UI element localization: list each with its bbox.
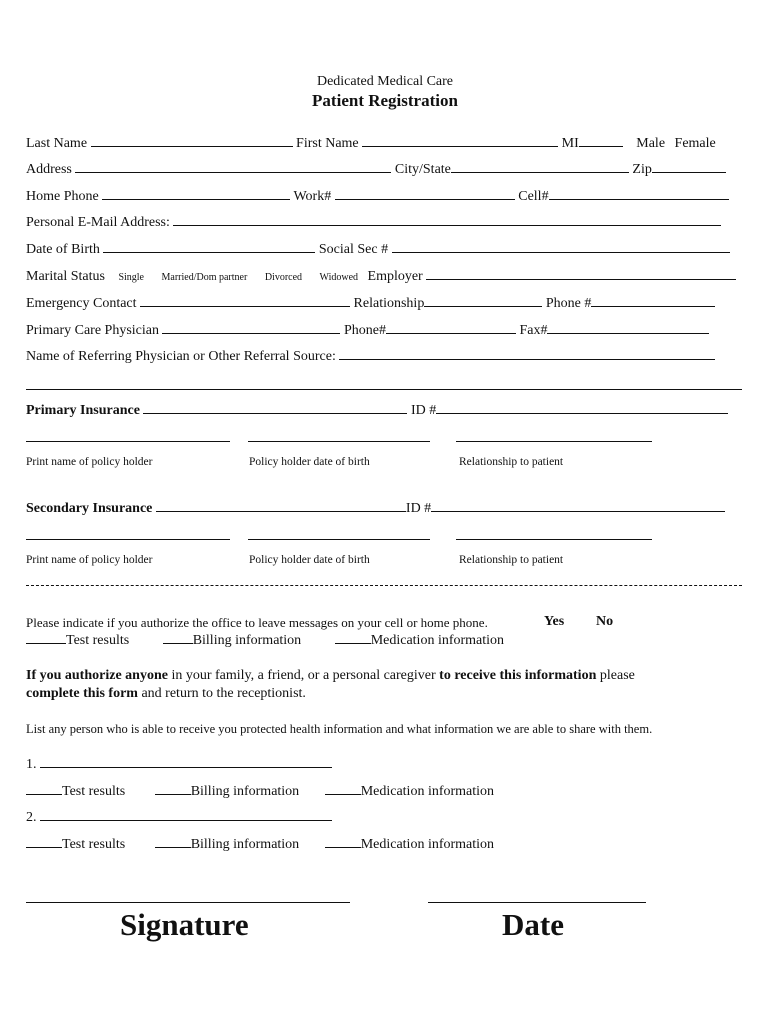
fax-label: Fax# (519, 323, 548, 338)
employer-field[interactable] (426, 268, 736, 280)
referring-field-line2[interactable] (26, 389, 742, 390)
email-field[interactable] (173, 214, 721, 226)
secondary-id-field[interactable] (431, 500, 725, 512)
page-title: Patient Registration (312, 91, 458, 110)
secondary-holder-name-caption: Print name of policy holder (26, 554, 153, 566)
primary-holder-name-caption: Print name of policy holder (26, 456, 153, 468)
primary-holder-dob-caption: Policy holder date of birth (249, 456, 370, 468)
phone-label: Phone # (545, 296, 592, 311)
primary-insurance-row (26, 402, 728, 419)
medication-check[interactable] (335, 632, 371, 644)
home-phone-field[interactable] (102, 188, 290, 200)
pcp-field[interactable] (162, 322, 340, 334)
primary-insurance-label: Primary Insurance (26, 403, 140, 418)
relationship-field[interactable] (424, 295, 542, 307)
primary-id-field[interactable] (436, 402, 728, 414)
email-label: Personal E-Mail Address: (26, 215, 170, 230)
person-1-row (26, 756, 332, 773)
relationship-label: Relationship (353, 296, 425, 311)
authorize-question: Please indicate if you authorize the office to leave messages on your cell or home phone. (26, 615, 488, 630)
person-2-medication-check[interactable] (325, 836, 361, 848)
section-divider (26, 585, 742, 586)
work-field[interactable] (335, 188, 515, 200)
pcp-row (26, 322, 709, 339)
pcp-phone-label: Phone# (343, 323, 386, 338)
para-bold-1: If you authorize anyone (26, 668, 168, 683)
para-bold-3: complete this form (26, 686, 138, 701)
secondary-holder-dob-caption: Policy holder date of birth (249, 554, 370, 566)
zip-field[interactable] (652, 161, 726, 173)
authorize-paragraph-line2 (26, 686, 306, 702)
primary-holder-dob-field[interactable] (248, 441, 430, 442)
first-name-label: First Name (296, 136, 359, 151)
referring-field[interactable] (339, 348, 715, 360)
cell-label: Cell# (518, 189, 549, 204)
email-row (26, 214, 721, 231)
para-text-1: in your family, a friend, or a personal caregiver (167, 668, 440, 683)
yes-option[interactable]: Yes (544, 614, 565, 629)
person-1-test-check[interactable] (26, 783, 62, 795)
dob-field[interactable] (103, 241, 315, 253)
secondary-holder-name-field[interactable] (26, 539, 230, 540)
city-state-label: City/State (394, 162, 451, 177)
date-field[interactable] (428, 902, 646, 903)
address-label: Address (26, 162, 72, 177)
referring-row (26, 348, 715, 365)
address-row (26, 161, 726, 178)
primary-holder-name-field[interactable] (26, 441, 230, 442)
secondary-insurance-field[interactable] (156, 500, 406, 512)
person-2-billing-label: Billing information (190, 837, 300, 852)
last-name-label: Last Name (26, 136, 88, 151)
marital-widowed[interactable]: Widowed (319, 272, 359, 283)
person-1-options (26, 783, 494, 800)
list-instruction: List any person who is able to receive you protected health information and what information we are able to share with them. (26, 722, 653, 736)
primary-relationship-field[interactable] (456, 441, 652, 442)
first-name-field[interactable] (362, 135, 558, 147)
person-2-medication-label: Medication information (360, 837, 495, 852)
signature-label: Signature (120, 907, 249, 942)
emergency-contact-field[interactable] (140, 295, 350, 307)
last-name-field[interactable] (91, 135, 293, 147)
org-name: Dedicated Medical Care (316, 74, 454, 89)
address-field[interactable] (75, 161, 391, 173)
secondary-relationship-field[interactable] (456, 539, 652, 540)
phone-row (26, 188, 729, 205)
date-label: Date (502, 907, 564, 942)
emergency-phone-field[interactable] (591, 295, 715, 307)
person-1-medication-check[interactable] (325, 783, 361, 795)
marital-single[interactable]: Single (118, 272, 144, 283)
billing-label: Billing information (192, 633, 302, 648)
marital-married[interactable]: Married/Dom partner (161, 272, 248, 283)
name-row (26, 135, 716, 152)
home-phone-label: Home Phone (26, 189, 99, 204)
person-1-billing-check[interactable] (155, 783, 191, 795)
mi-field[interactable] (579, 135, 623, 147)
secondary-insurance-row (26, 500, 725, 517)
female-option[interactable]: Female (674, 136, 716, 151)
emergency-contact-label: Emergency Contact (26, 296, 137, 311)
ssn-label: Social Sec # (318, 242, 389, 257)
secondary-relationship-caption: Relationship to patient (459, 554, 564, 566)
mi-label: MI (561, 136, 579, 151)
person-1-medication-label: Medication information (360, 784, 495, 799)
marital-status-label: Marital Status (26, 269, 105, 284)
cell-field[interactable] (549, 188, 729, 200)
referring-label: Name of Referring Physician or Other Referral Source: (26, 349, 336, 364)
person-2-test-check[interactable] (26, 836, 62, 848)
zip-label: Zip (632, 162, 652, 177)
dob-label: Date of Birth (26, 242, 100, 257)
secondary-holder-dob-field[interactable] (248, 539, 430, 540)
secondary-id-label: ID # (405, 501, 432, 516)
emergency-row (26, 295, 715, 312)
person-1-test-label: Test results (62, 784, 126, 799)
para-text-3: and return to the receptionist. (137, 686, 306, 701)
person-1-number: 1. (26, 757, 37, 772)
dob-row (26, 241, 730, 258)
fax-field[interactable] (547, 322, 709, 334)
primary-insurance-field[interactable] (143, 402, 407, 414)
person-2-name-field[interactable] (40, 809, 332, 821)
person-1-name-field[interactable] (40, 756, 332, 768)
no-option[interactable]: No (596, 614, 614, 629)
medication-label: Medication information (370, 633, 505, 648)
marital-row (26, 268, 736, 286)
person-1-billing-label: Billing information (190, 784, 300, 799)
ssn-field[interactable] (392, 241, 730, 253)
test-results-label: Test results (66, 633, 130, 648)
person-2-number: 2. (26, 810, 37, 825)
person-2-options (26, 836, 494, 853)
work-label: Work# (293, 189, 332, 204)
primary-id-label: ID # (410, 403, 437, 418)
para-bold-2: to receive this information (439, 668, 597, 683)
message-options-row (26, 632, 504, 649)
billing-check[interactable] (163, 632, 193, 644)
person-2-row (26, 809, 332, 826)
employer-label: Employer (367, 269, 423, 284)
marital-divorced[interactable]: Divorced (264, 272, 303, 283)
secondary-insurance-label: Secondary Insurance (26, 501, 153, 516)
pcp-label: Primary Care Physician (26, 323, 159, 338)
person-2-test-label: Test results (62, 837, 126, 852)
city-state-field[interactable] (451, 161, 629, 173)
primary-relationship-caption: Relationship to patient (459, 456, 564, 468)
test-results-check[interactable] (26, 632, 66, 644)
authorize-paragraph-line1 (26, 668, 635, 684)
signature-field[interactable] (26, 902, 350, 903)
pcp-phone-field[interactable] (386, 322, 516, 334)
person-2-billing-check[interactable] (155, 836, 191, 848)
para-text-2: please (596, 668, 635, 683)
male-option[interactable]: Male (636, 136, 666, 151)
